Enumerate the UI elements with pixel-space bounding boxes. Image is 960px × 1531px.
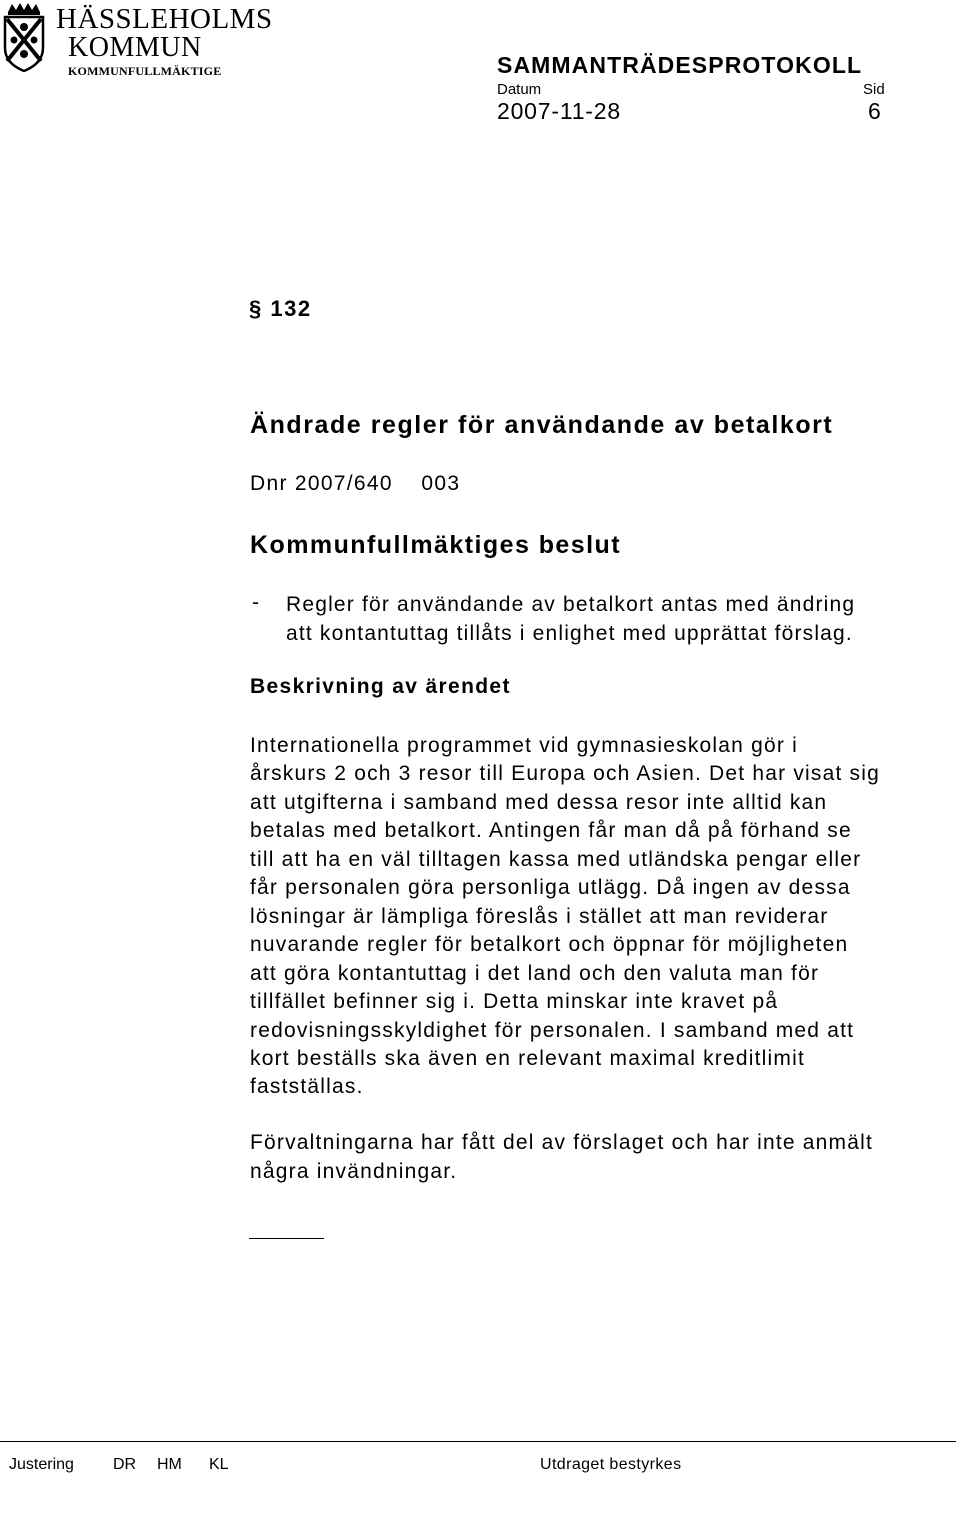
description-line: kort beställs ska även en relevant maximal kreditlimit [250,1046,805,1070]
description-line: fastställas. [250,1075,364,1099]
justering-initials: KL [209,1456,229,1473]
logo-text-name: HÄSSLEHOLMS [56,3,273,35]
description-line: Internationella programmet vid gymnasieskolan gör i [250,734,798,757]
justering-initials: DR [113,1456,137,1473]
justering-label: Justering [9,1456,74,1473]
decision-line: att kontantuttag tillåts i enlighet med upprättat förslag. [286,621,853,645]
justering-initials: HM [157,1456,182,1473]
page-title: Ändrade regler för användande av betalkort [250,411,834,439]
decision-bullet: - [252,591,259,614]
administration-line: Förvaltningarna har fått del av förslaget och har inte anmält [250,1131,874,1154]
description-line: lösningar är lämpliga föreslås i stället att man reviderar [250,904,829,928]
page-number: 6 [868,98,881,124]
description-line: betalas med betalkort. Antingen får man då på förhand se [250,819,852,843]
footer-divider [0,1441,956,1442]
description-line: att utgifterna i samband med dessa resor inte alltid kan [250,790,828,814]
description-line: redovisningsskyldighet för personalen. I samband med att [250,1018,855,1042]
administration-line: några invändningar. [250,1159,458,1183]
decision-text [286,591,958,648]
meeting-date: 2007-11-28 [497,98,621,124]
logo-text-body: KOMMUNFULLMÄKTIGE [68,64,222,78]
description-line: tillfället befinner sig i. Detta minskar inte kravet på [250,990,779,1014]
page-label: Sid [863,81,885,98]
description-heading: Beskrivning av ärendet [250,675,511,698]
logo-text-kommun: KOMMUN [68,32,202,63]
municipal-coat-of-arms-icon [2,2,46,72]
description-line: får personalen göra personliga utlägg. Då ingen av dessa [250,876,851,900]
decision-heading: Kommunfullmäktiges beslut [250,531,622,559]
document-type: SAMMANTRÄDESPROTOKOLL [497,52,863,78]
certified-extract-label: Utdraget bestyrkes [540,1456,682,1473]
description-line: årskurs 2 och 3 resor till Europa och Asien. Det har visat sig [250,762,880,786]
decision-line: Regler för användande av betalkort antas med ändring [286,593,856,616]
description-line: nuvarande regler för betalkort och öppnar för möjligheten [250,933,849,957]
date-label: Datum [497,81,542,98]
description-line: att göra kontantuttag i det land och den valuta man för [250,961,820,985]
case-number: Dnr 2007/640 003 [250,472,461,495]
description-text [250,732,958,1102]
section-end-divider [249,1238,324,1239]
municipality-logo [2,2,273,80]
paragraph-number: § 132 [249,296,312,321]
description-line: till att ha en väl tilltagen kassa med utländska pengar eller [250,847,862,871]
administration-text [250,1129,958,1186]
